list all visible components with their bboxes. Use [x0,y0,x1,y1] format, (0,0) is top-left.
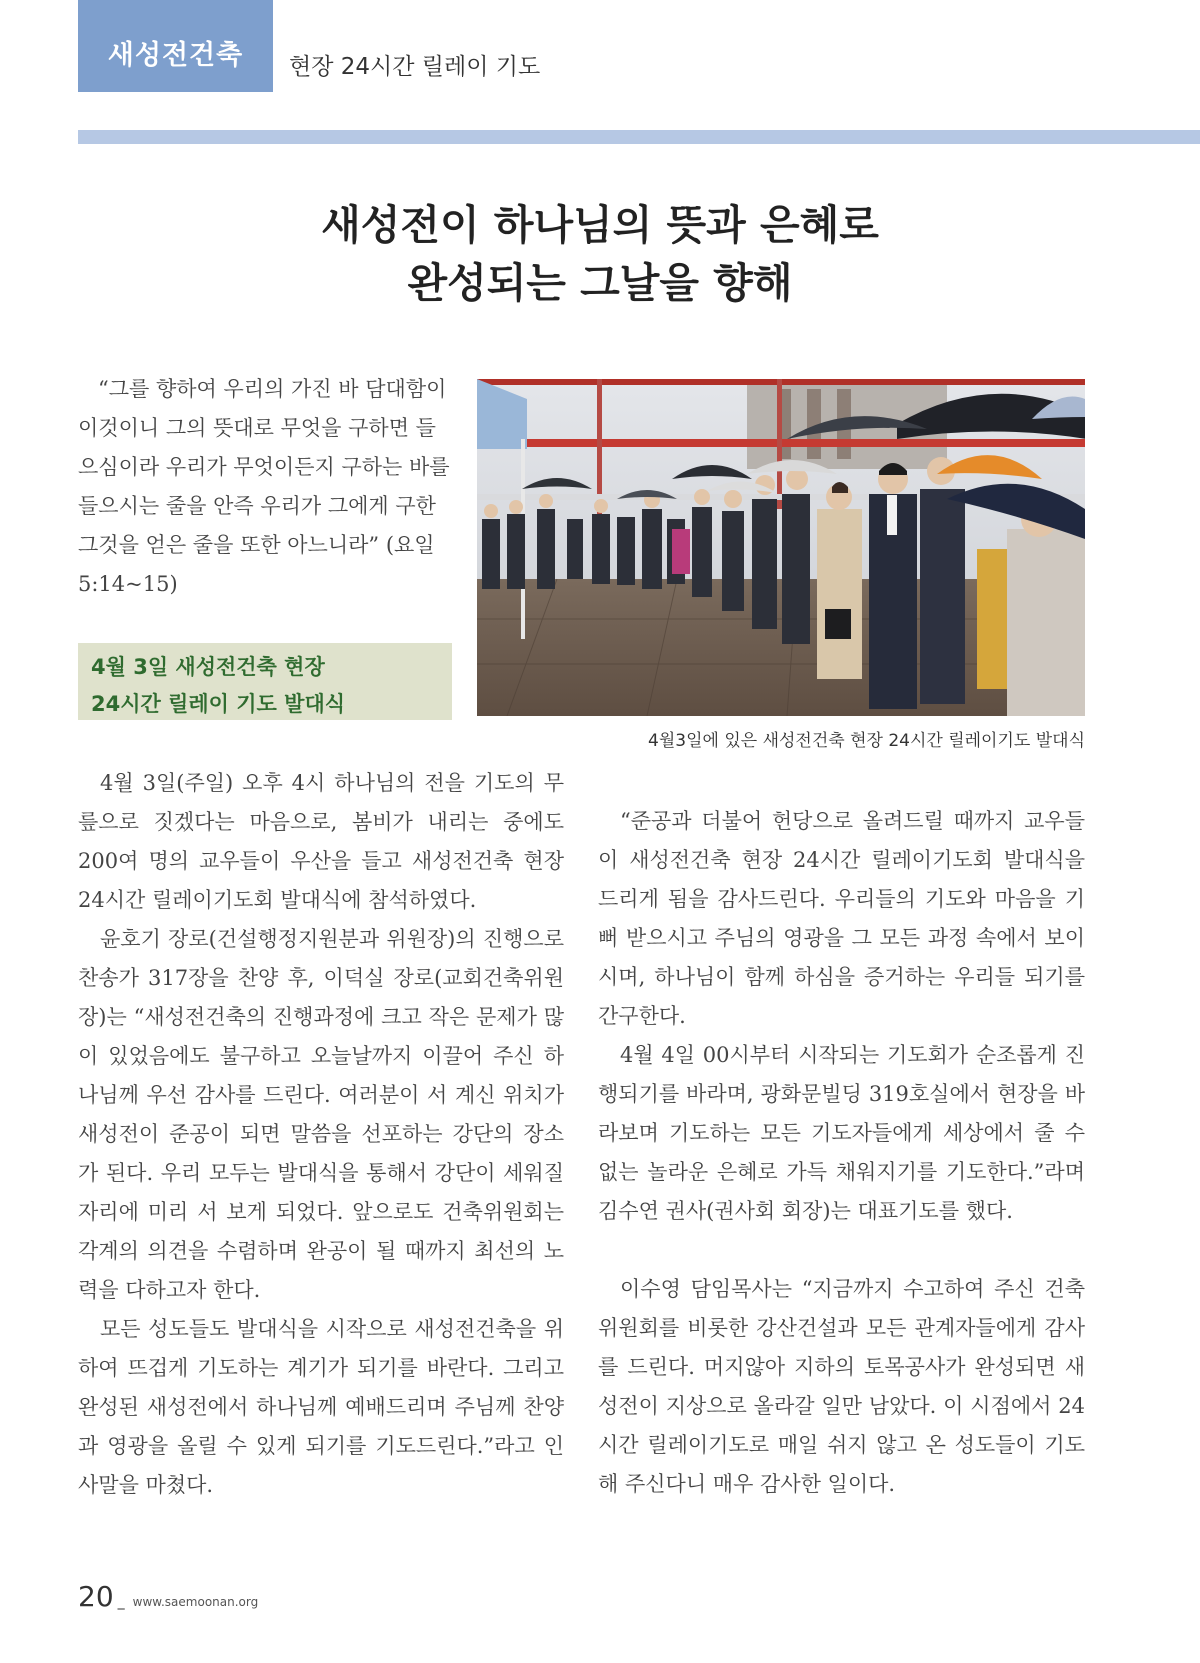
event-photo-image [477,379,1085,716]
scripture-quote [78,370,453,604]
event-photo [477,379,1085,716]
title-line-1: 새성전이 하나님의 뜻과 은혜로 [321,201,879,249]
right-paragraph: “준공과 더불어 헌당으로 올려드릴 때까지 교우들이 새성전건축 현장 24시간 릴레이기도회 발대식을 드리게 됨을 감사드린다. 우리들의 기도와 마음을 기뻐 받으시고 주님의 영광을 그 모든 과정 속에서 보이시며, 하나님이 함께 하심을 증거하는 우리들 되기를 간구한다. [598,809,1085,1028]
right-column [598,802,1085,1504]
subhead-line-2: 24시간 릴레이 기도 발대식 [91,692,346,716]
section-subtitle: 현장 24시간 릴레이 기도 [289,54,541,80]
title-line-2: 완성되는 그날을 향해 [407,259,793,307]
footer-separator: _ [117,1594,125,1610]
photo-caption: 4월3일에 있은 새성전건축 현장 24시간 릴레이기도 발대식 [648,731,1085,751]
quote-text: “그를 향하여 우리의 가진 바 담대함이 이것이니 그의 뜻대로 무엇을 구하면 들으심이라 우리가 무엇이든지 구하는 바를 들으시는 줄을 안즉 우리가 그에게 구한 그것을 얻은 줄을 또한 아느니라” (요일 5:14~15) [78,377,450,596]
page-footer [78,1580,258,1613]
left-paragraph: 4월 3일(주일) 오후 4시 하나님의 전을 기도의 무릎으로 짓겠다는 마음으로, 봄비가 내리는 중에도 200여 명의 교우들이 우산을 들고 새성전건축 현장 24시간 릴레이기도회 발대식에 참석하였다. [78,771,564,912]
page-number: 20 [78,1580,114,1613]
article-title [0,196,1200,312]
header-divider [78,130,1200,144]
right-paragraph: 4월 4일 00시부터 시작되는 기도회가 순조롭게 진행되기를 바라며, 광화문빌딩 319호실에서 현장을 바라보며 기도하는 모든 기도자들에게 세상에서 줄 수 없는 놀라운 은혜로 가득 채워지기를 기도한다.”라며 김수연 권사(권사회 회장)는 대표기도를 했다. [598,1043,1085,1223]
left-column [78,764,564,1505]
subhead-line-1: 4월 3일 새성전건축 현장 [91,655,325,679]
left-paragraph: 모든 성도들도 발대식을 시작으로 새성전건축을 위하여 뜨겁게 기도하는 계기가 되기를 바란다. 그리고 완성된 새성전에서 하나님께 예배드리며 주님께 찬양과 영광을 올릴 수 있게 되기를 기도드린다.”라고 인사말을 마쳤다. [78,1317,564,1497]
right-paragraph: 이수영 담임목사는 “지금까지 수고하여 주신 건축위원회를 비롯한 강산건설과 모든 관계자들에게 감사를 드린다. 머지않아 지하의 토목공사가 완성되면 새성전이 지상으로 올라갈 일만 남았다. 이 시점에서 24시간 릴레이기도로 매일 쉬지 않고 온 성도들이 기도해 주신다니 매우 감사한 일이다. [598,1277,1085,1496]
left-paragraph: 윤호기 장로(건설행정지원분과 위원장)의 진행으로 찬송가 317장을 찬양 후, 이덕실 장로(교회건축위원장)는 “새성전건축의 진행과정에 크고 작은 문제가 많이 있었음에도 불구하고 오늘날까지 이끌어 주신 하나님께 우선 감사를 드린다. 여러분이 서 계신 위치가 새성전이 준공이 되면 말씀을 선포하는 강단의 장소가 된다. 우리 모두는 발대식을 통해서 강단이 세워질 자리에 미리 서 보게 되었다. 앞으로도 건축위원회는 각계의 의견을 수렴하며 완공이 될 때까지 최선의 노력을 다하고자 한다. [78,927,564,1302]
subhead-box [78,643,452,720]
section-tab: 새성전건축 [78,0,273,92]
footer-url: www.saemoonan.org [132,1595,259,1609]
